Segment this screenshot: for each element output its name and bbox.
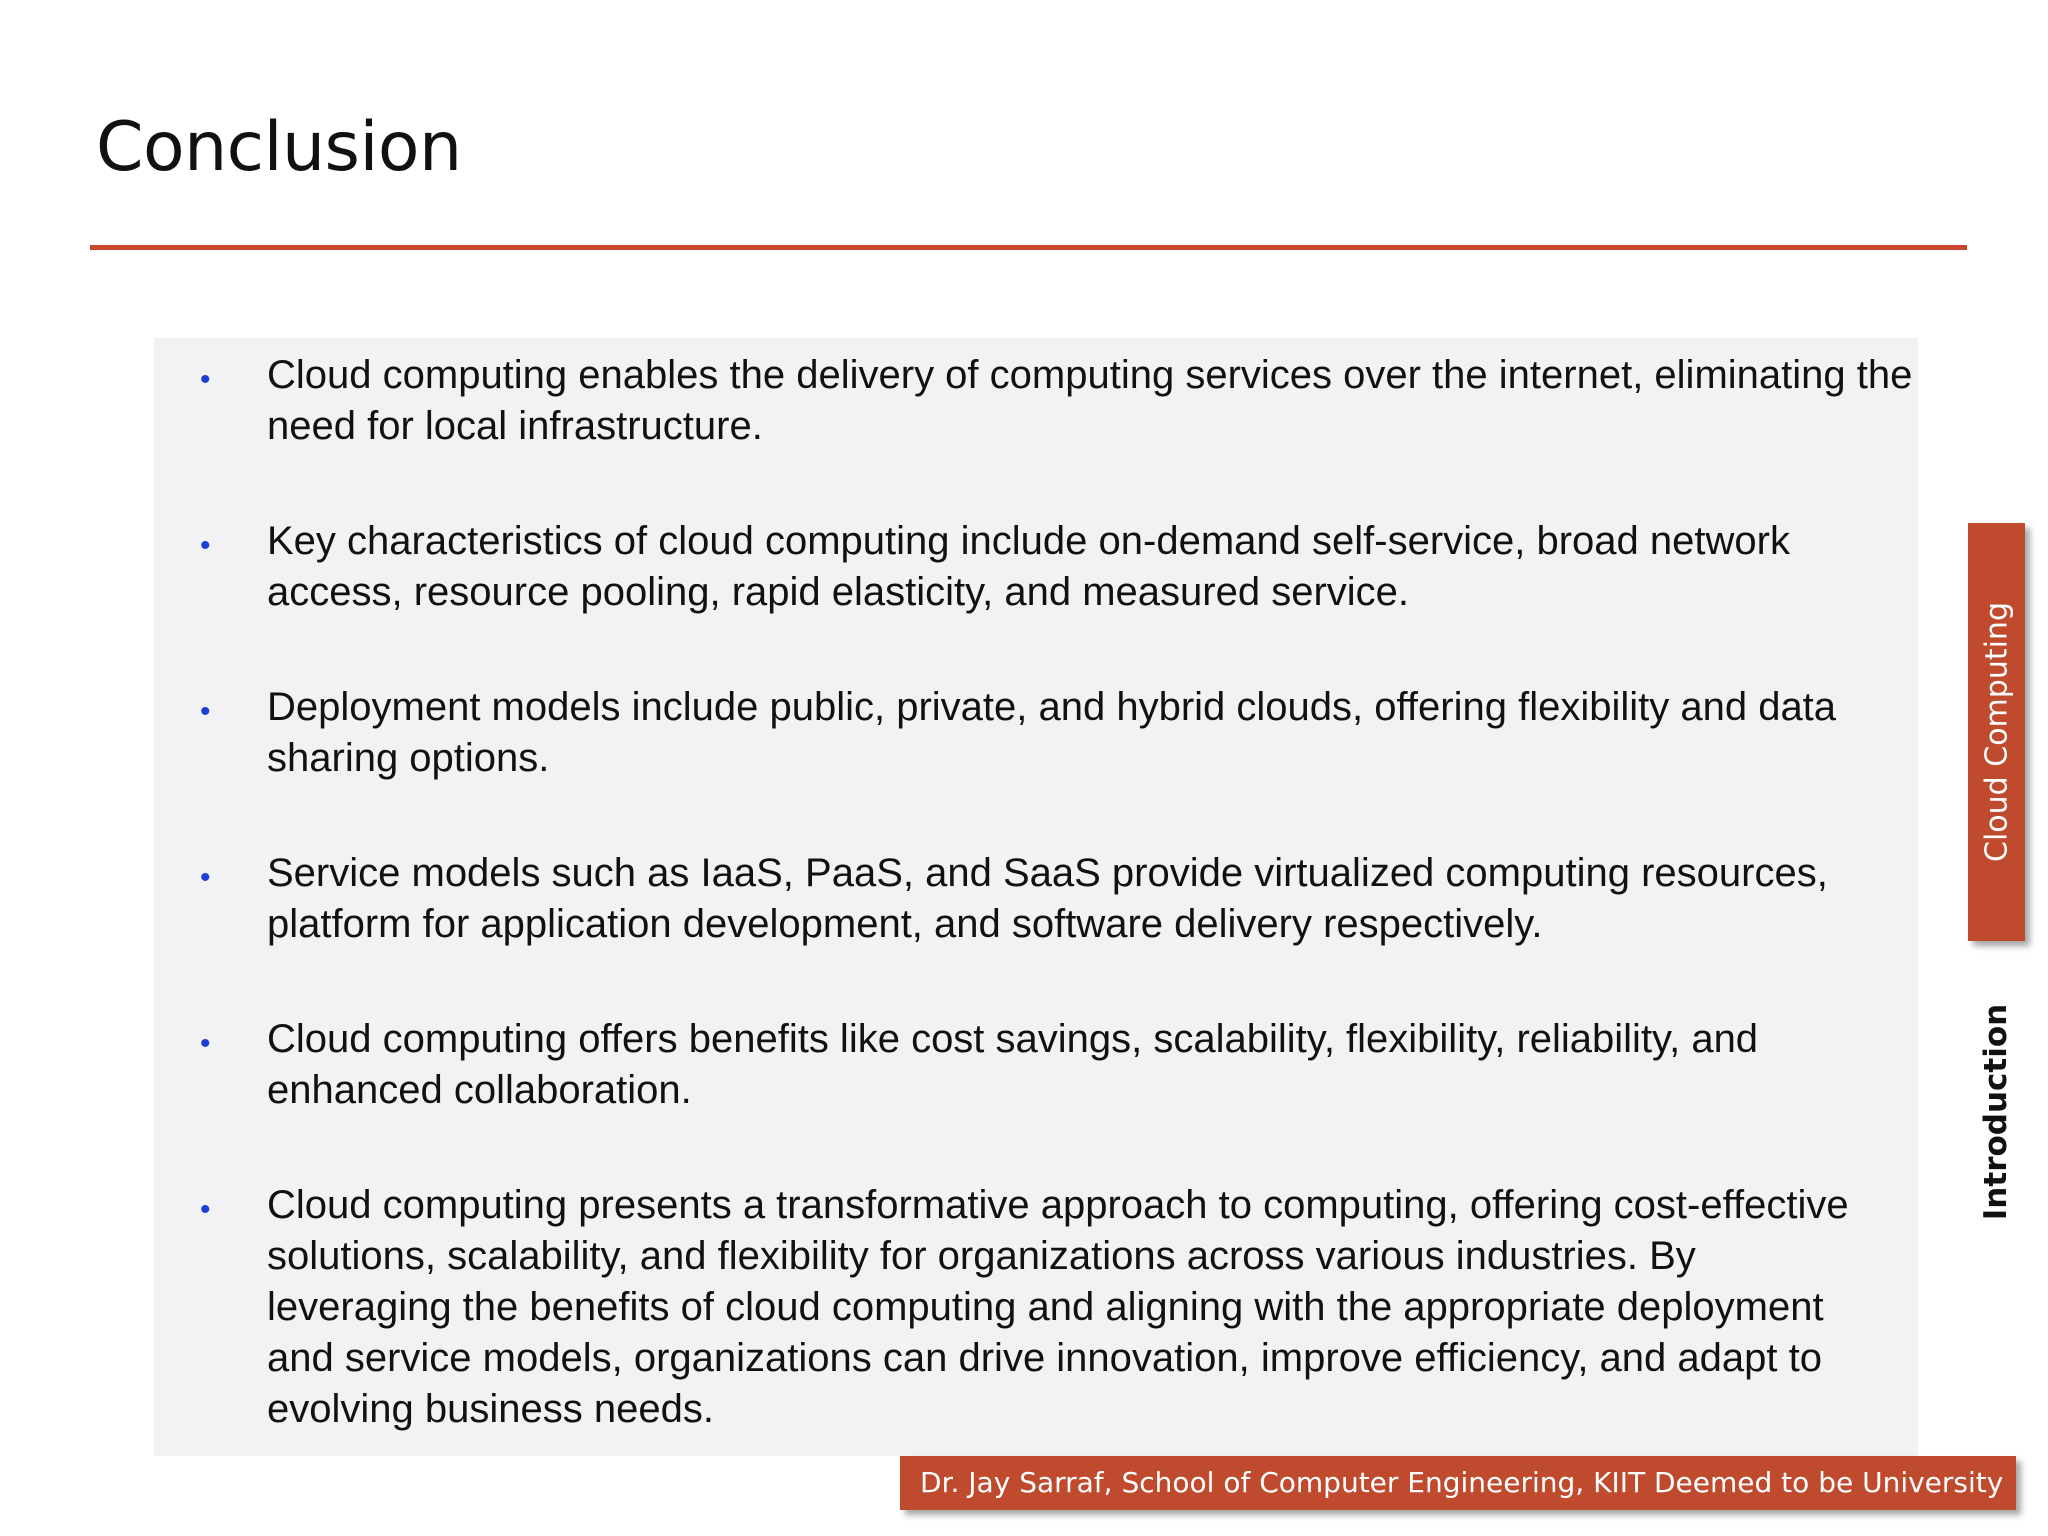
course-tab xyxy=(1968,523,2025,941)
bullet-icon: • xyxy=(200,529,211,562)
bullet-text: Cloud computing presents a transformative approach to computing, offering cost-effective solutions, scalability, and flexibility for organizations across various industries. By leveraging the benefits of cloud computing and aligning with the appropriate deployment and service models, organizations can drive innovation, improve efficiency, and adapt to evolving business needs. xyxy=(267,1183,1849,1431)
bullet-icon: • xyxy=(200,1193,211,1226)
bullet-icon: • xyxy=(200,1027,211,1060)
bullet-text: Cloud computing enables the delivery of computing services over the internet, eliminating the need for local infrastructure. xyxy=(267,353,1913,448)
bullet-text: Key characteristics of cloud computing include on-demand self-service, broad network access, resource pooling, rapid elasticity, and measured service. xyxy=(267,519,1790,614)
title-divider xyxy=(90,245,1967,250)
bullet-text: Service models such as IaaS, PaaS, and SaaS provide virtualized computing resources, platform for application development, and software delivery respectively. xyxy=(267,851,1828,946)
bullet-icon: • xyxy=(200,363,211,396)
footer-banner xyxy=(900,1456,2016,1510)
course-tab-label: Cloud Computing xyxy=(1979,602,2014,862)
slide-title: Conclusion xyxy=(96,108,462,187)
bullet-icon: • xyxy=(200,695,211,728)
content-panel xyxy=(154,338,1918,1456)
bullet-text: Cloud computing offers benefits like cost savings, scalability, flexibility, reliability, and enhanced collaboration. xyxy=(267,1017,1759,1112)
footer-text: Dr. Jay Sarraf, School of Computer Engineering, KIIT Deemed to be University xyxy=(920,1466,2004,1499)
bullet-icon: • xyxy=(200,861,211,894)
bullet-text: Deployment models include public, private, and hybrid clouds, offering flexibility and data sharing options. xyxy=(267,685,1837,780)
section-label: Introduction xyxy=(1978,1003,2014,1221)
